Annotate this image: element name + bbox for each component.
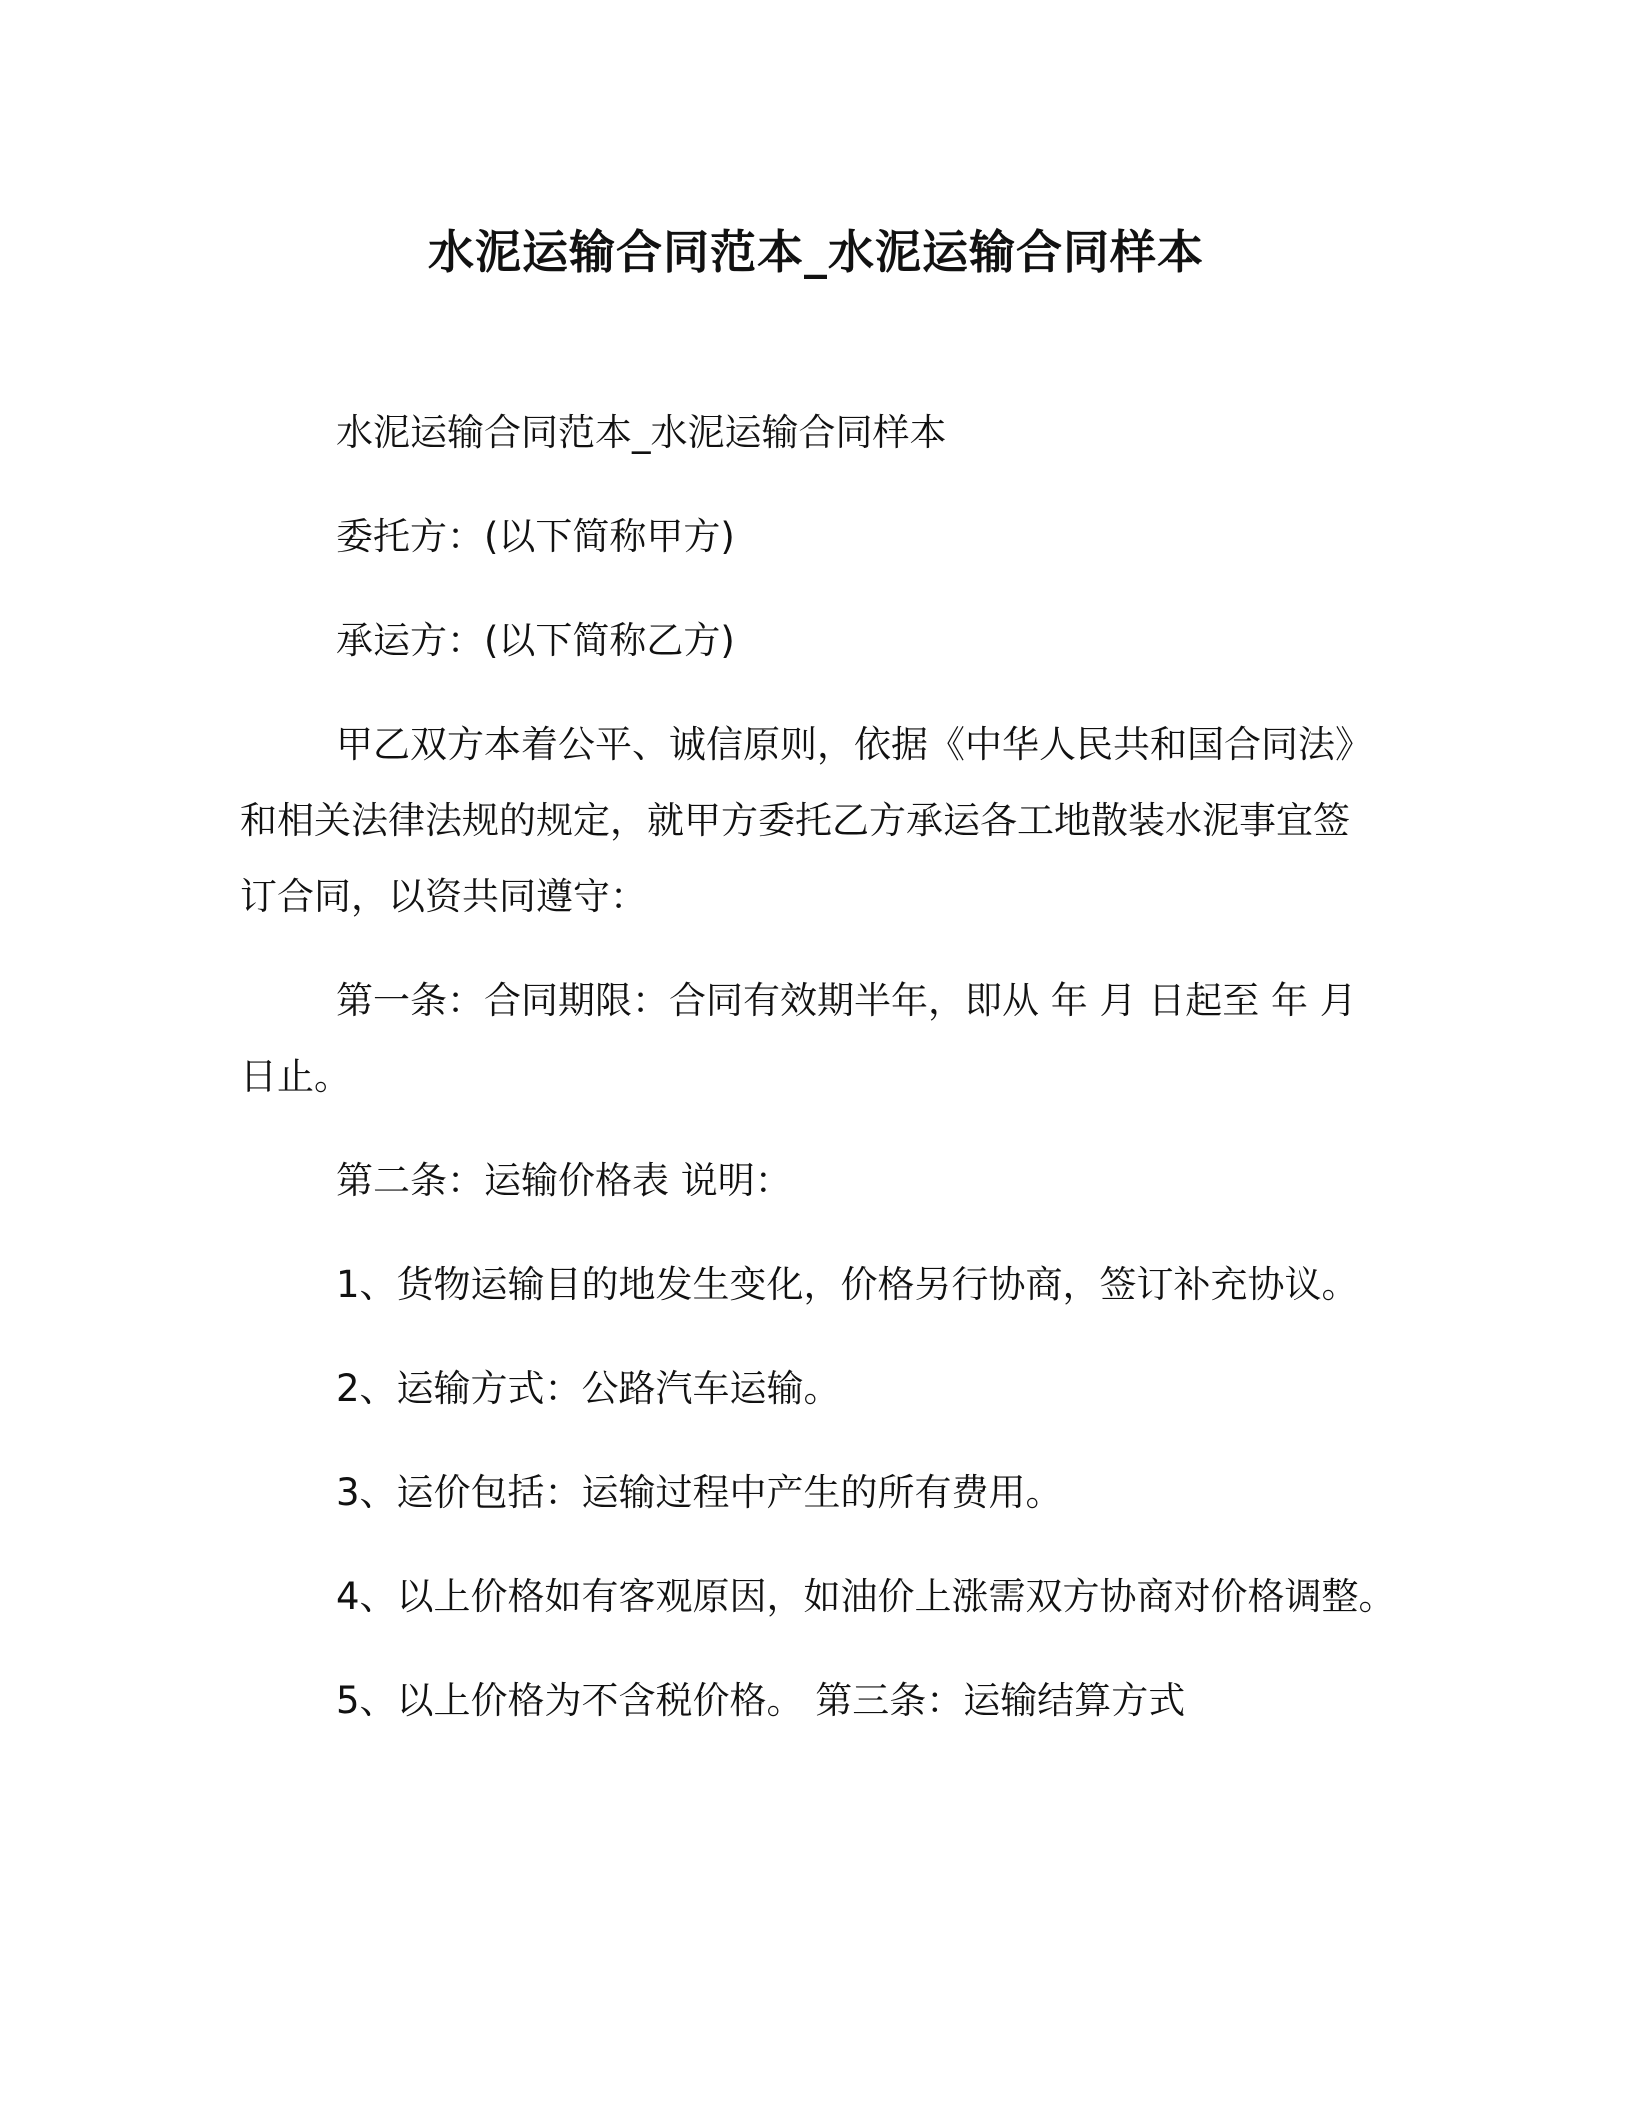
paragraph-carrier: 承运方：(以下简称乙方): [336, 619, 735, 662]
paragraph-article-1: 第一条：合同期限：合同有效期半年，即从 年 月 日起至 年 月 日止。: [240, 979, 1357, 1098]
paragraph-article-2: 第二条：运输价格表 说明：: [336, 1159, 792, 1202]
paragraph-note-5: 5、以上价格为不含税价格。 第三条：运输结算方式: [336, 1679, 1186, 1722]
paragraph-note-4: 4、以上价格如有客观原因，如油价上涨需双方协商对价格调整。: [336, 1575, 1396, 1618]
document-body: [240, 395, 1396, 1767]
document-title: 水泥运输合同范本_水泥运输合同样本: [428, 225, 1204, 279]
paragraph-preamble: 甲乙双方本着公平、诚信原则，依据《中华人民共和国合同法》和相关法律法规的规定，就甲方委托乙方承运各工地散装水泥事宜签订合同，以资共同遵守：: [240, 723, 1354, 918]
paragraph-client: 委托方：(以下简称甲方): [336, 515, 735, 558]
paragraph-note-2: 2、运输方式：公路汽车运输。: [336, 1367, 841, 1410]
paragraph-note-1: 1、货物运输目的地发生变化，价格另行协商，签订补充协议。: [336, 1263, 1359, 1306]
paragraph-note-3: 3、运价包括：运输过程中产生的所有费用。: [336, 1471, 1063, 1514]
paragraph-subtitle: 水泥运输合同范本_水泥运输合同样本: [336, 411, 947, 454]
